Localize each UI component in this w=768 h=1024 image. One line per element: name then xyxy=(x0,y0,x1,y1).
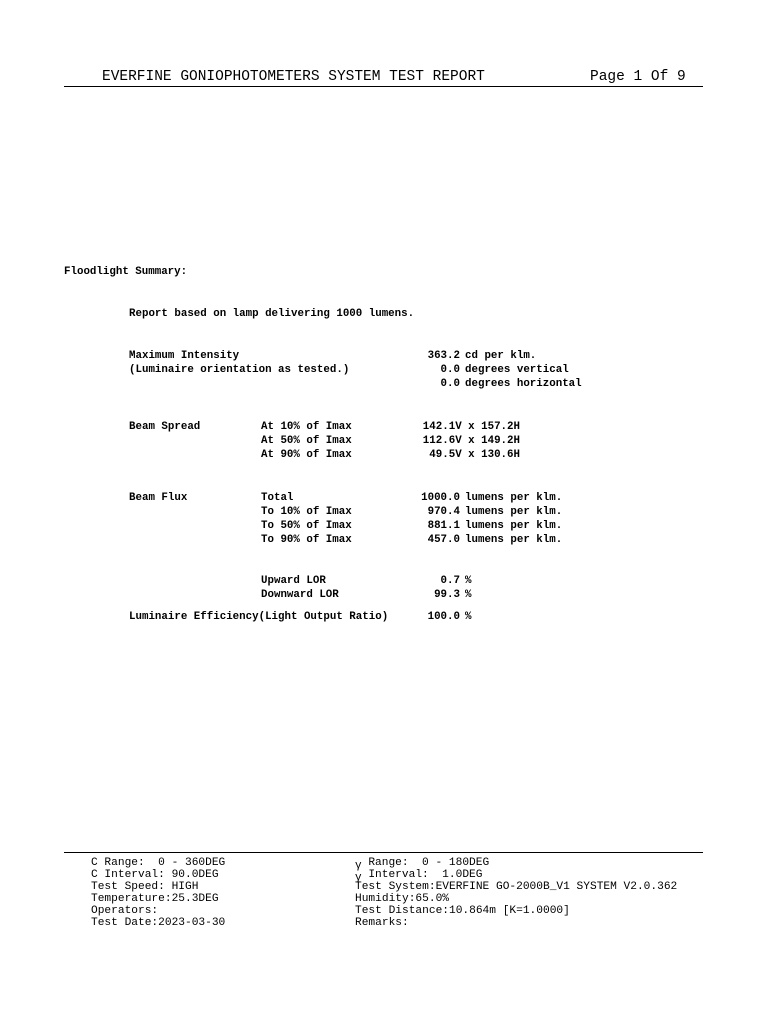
beam-flux-row-value: 457.0 xyxy=(427,534,460,546)
gamma-symbol: γ xyxy=(355,860,362,872)
horizontal-angle-value: 0.0 xyxy=(440,378,460,390)
gamma-interval-text: Interval: 1.0DEG xyxy=(361,869,483,881)
summary-heading: Floodlight Summary: xyxy=(64,266,188,278)
gamma-symbol: γ xyxy=(355,872,362,884)
beam-spread-row-label: At 10% of Imax xyxy=(261,421,352,433)
vertical-angle-unit: degrees vertical xyxy=(465,364,569,376)
page-indicator: Page 1 Of 9 xyxy=(590,69,686,85)
beam-flux-row-value: 970.4 xyxy=(427,506,460,518)
remarks: Remarks: xyxy=(355,917,409,929)
c-interval: C Interval: 90.0DEG xyxy=(91,869,219,881)
c-range: C Range: 0 - 360DEG xyxy=(91,857,226,869)
footer-rule xyxy=(64,852,703,853)
vertical-angle-value: 0.0 xyxy=(440,364,460,376)
upward-lor-value: 0.7 xyxy=(440,575,460,587)
gamma-interval xyxy=(355,869,483,884)
beam-flux-row-unit: lumens per klm. xyxy=(465,534,563,546)
test-date: Test Date:2023-03-30 xyxy=(91,917,226,929)
horizontal-angle-unit: degrees horizontal xyxy=(465,378,582,390)
upward-lor-unit: % xyxy=(465,575,472,587)
downward-lor-unit: % xyxy=(465,589,472,601)
max-intensity-label: Maximum Intensity xyxy=(129,350,240,362)
beam-flux-row-label: To 50% of Imax xyxy=(261,520,352,532)
operators: Operators: xyxy=(91,905,159,917)
beam-spread-row-value: 112.6V x 149.2H xyxy=(422,435,520,447)
downward-lor-value: 99.3 xyxy=(434,589,460,601)
test-system: Test System:EVERFINE GO-2000B_V1 SYSTEM V2.0.362 xyxy=(355,881,678,893)
header-rule xyxy=(64,86,703,87)
beam-flux-row-unit: lumens per klm. xyxy=(465,492,563,504)
beam-flux-row-unit: lumens per klm. xyxy=(465,506,563,518)
beam-spread-row-label: At 50% of Imax xyxy=(261,435,352,447)
beam-flux-row-label: To 90% of Imax xyxy=(261,534,352,546)
downward-lor-label: Downward LOR xyxy=(261,589,339,601)
report-title: EVERFINE GONIOPHOTOMETERS SYSTEM TEST REPORT xyxy=(102,69,485,85)
beam-spread-row-value: 49.5V x 130.6H xyxy=(429,449,520,461)
test-speed: Test Speed: HIGH xyxy=(91,881,199,893)
beam-flux-row-label: Total xyxy=(261,492,294,504)
beam-flux-row-value: 1000.0 xyxy=(421,492,460,504)
upward-lor-label: Upward LOR xyxy=(261,575,326,587)
beam-spread-row-value: 142.1V x 157.2H xyxy=(422,421,520,433)
efficiency-value: 100.0 xyxy=(427,611,460,623)
beam-flux-row-value: 881.1 xyxy=(427,520,460,532)
orientation-note: (Luminaire orientation as tested.) xyxy=(129,364,350,376)
efficiency-label: Luminaire Efficiency(Light Output Ratio) xyxy=(129,611,389,623)
gamma-range-text: Range: 0 - 180DEG xyxy=(361,857,490,869)
test-distance: Test Distance:10.864m [K=1.0000] xyxy=(355,905,570,917)
max-intensity-unit: cd per klm. xyxy=(465,350,537,362)
beam-flux-row-unit: lumens per klm. xyxy=(465,520,563,532)
temperature: Temperature:25.3DEG xyxy=(91,893,219,905)
humidity: Humidity:65.0% xyxy=(355,893,449,905)
report-basis: Report based on lamp delivering 1000 lumens. xyxy=(129,308,415,320)
max-intensity-value: 363.2 xyxy=(427,350,460,362)
beam-flux-label: Beam Flux xyxy=(129,492,188,504)
efficiency-unit: % xyxy=(465,611,472,623)
gamma-range xyxy=(355,857,490,872)
beam-spread-label: Beam Spread xyxy=(129,421,201,433)
beam-spread-row-label: At 90% of Imax xyxy=(261,449,352,461)
beam-flux-row-label: To 10% of Imax xyxy=(261,506,352,518)
